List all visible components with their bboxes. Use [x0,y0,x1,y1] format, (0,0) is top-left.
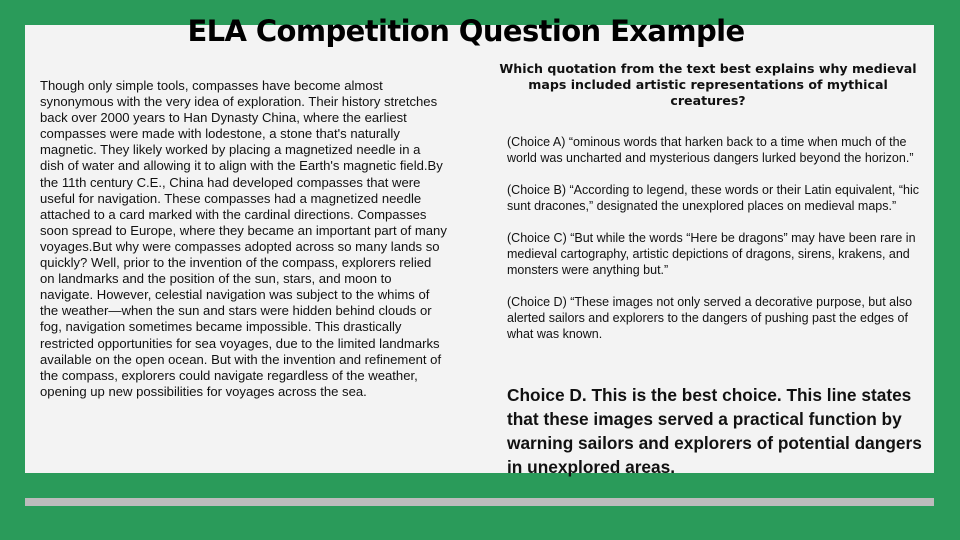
choice-a: (Choice A) “ominous words that harken back to a time when much of the world was uncharted and mysterious dangers lurked beyond the horizon.” [507,135,914,165]
question-text: Which quotation from the text best explains why medieval maps included artistic representations of mythical creatures? [499,61,917,108]
answer-explanation: Choice D. This is the best choice. This line states that these images served a practical function by warning sailors and explorers of potential dangers in unexplored areas. [507,385,922,477]
footer-bar [25,498,934,506]
slide-title: ELA Competition Question Example [187,14,745,48]
choice-d: (Choice D) “These images not only served a decorative purpose, but also alerted sailors and explorers to the dangers of pushing past the edges of what was known. [507,295,913,341]
choice-c: (Choice C) “But while the words “Here be dragons” may have been rare in medieval cartography, artistic depictions of dragons, sirens, krakens, and monsters were anything but.” [507,231,916,277]
reading-passage: Though only simple tools, compasses have become almost synonymous with the very idea of exploration. Their history stretches back over 2000 years to Han Dynasty China, where the earliest compasses were made with lodestone, a stone that's naturally magnetic. They likely worked by placing a magnetized needle in a dish of water and allowing it to align with the Earth's magnetic field.By the 11th century C.E., China had developed compasses that were useful for navigation. These compasses had a magnetized needle attached to a card marked with the cardinal directions. Compasses soon spread to Europe, where they became an important part of many voyages.But why were compasses adopted across so many lands so quickly? Well, prior to the invention of the compass, explorers relied on landmarks and the position of the sun, stars, and moon to navigate. However, celestial navigation was subject to the whims of the weather—when the sun and stars were hidden behind clouds or fog, navigation sometimes became impossible. This drastically restricted opportunities for sea voyages, due to the limited landmarks available on the open ocean. But with the invention and refinement of the compass, explorers could navigate regardless of the weather, opening up new possibilities for voyages across the sea. [40,78,447,399]
answer-choices [507,134,922,358]
choice-b: (Choice B) “According to legend, these words or their Latin equivalent, “hic sunt dracones,” designated the unexplored places on medieval maps.” [507,183,920,213]
